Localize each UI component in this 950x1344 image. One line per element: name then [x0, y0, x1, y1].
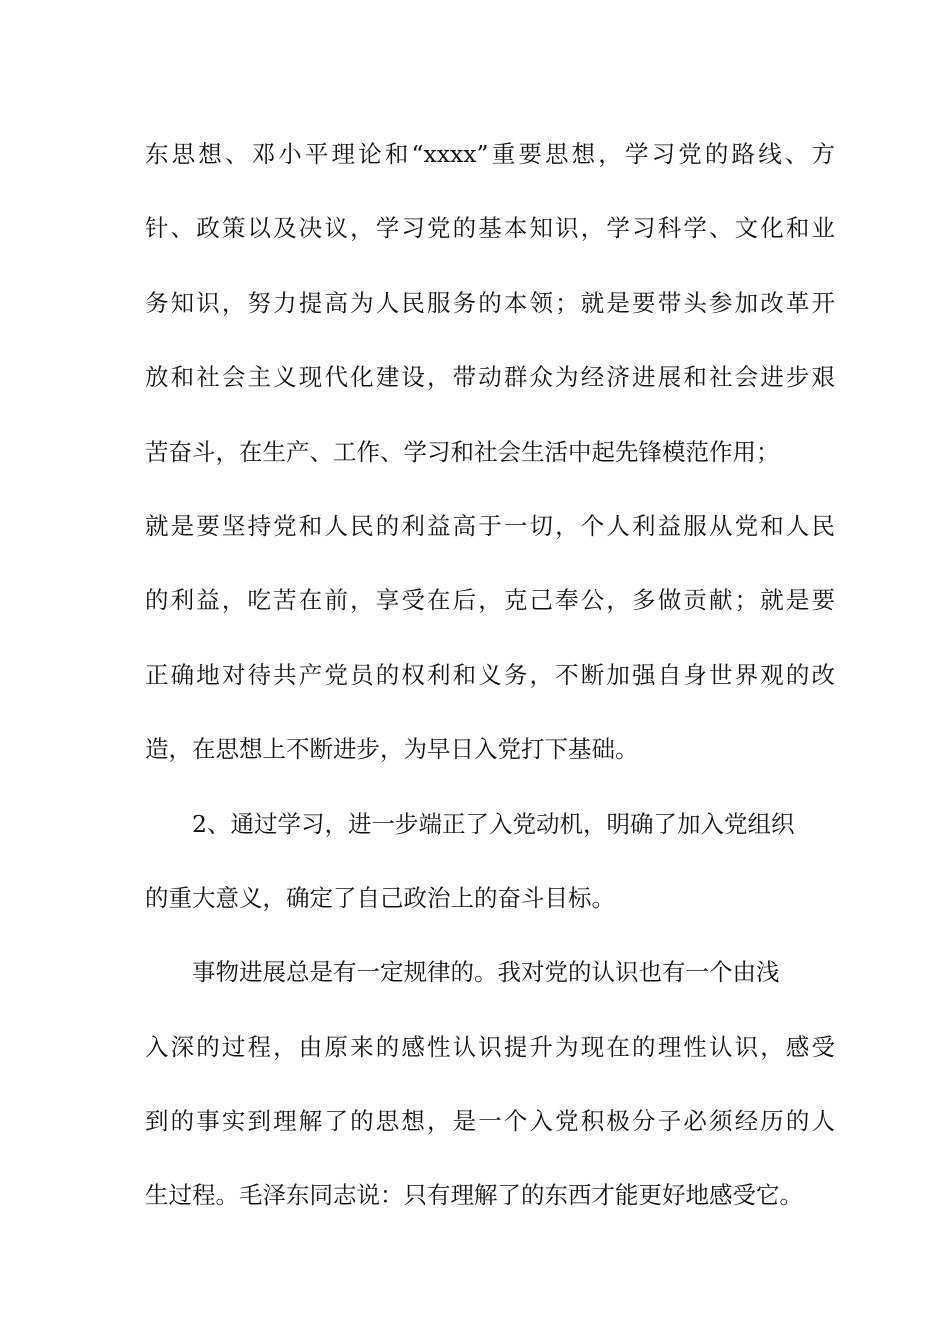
- paragraph-line: 的重大意义，确定了自己政治上的奋斗目标。: [145, 883, 615, 912]
- paragraph-line: 入深的过程，由原来的感性认识提升为现在的理性认识，感受: [145, 1032, 835, 1061]
- paragraph-line-first: 2、通过学习，进一步端正了入党动机，明确了加入党组织: [192, 809, 795, 838]
- paragraph-line: 的利益，吃苦在前，享受在后，克己奉公，多做贡献；就是要: [145, 586, 835, 615]
- paragraph-line: 务知识，努力提高为人民服务的本领；就是要带头参加改革开: [145, 288, 835, 317]
- paragraph-line: 东思想、邓小平理论和“xxxx”重要思想，学习党的路线、方: [145, 140, 835, 168]
- paragraph-line: 就是要坚持党和人民的利益高于一切，个人利益服从党和人民: [145, 511, 835, 540]
- paragraph-line: 针、政策以及决议，学习党的基本知识，学习科学、文化和业: [145, 214, 835, 243]
- paragraph-line-first: 事物进展总是有一定规律的。我对党的认识也有一个由浅: [192, 958, 780, 987]
- paragraph-line: 造，在思想上不断进步，为早日入党打下基础。: [145, 735, 639, 764]
- paragraph-line: 正确地对待共产党员的权利和义务，不断加强自身世界观的改: [145, 660, 835, 689]
- paragraph-line: 生过程。毛泽东同志说：只有理解了的东西才能更好地感受它。: [145, 1181, 803, 1210]
- document-body: [145, 128, 835, 1244]
- paragraph-line: 到的事实到理解了的思想，是一个入党积极分子必须经历的人: [145, 1107, 835, 1136]
- paragraph-line: 苦奋斗，在生产、工作、学习和社会生活中起先锋模范作用；: [145, 437, 780, 466]
- paragraph-line: 放和社会主义现代化建设，带动群众为经济进展和社会进步艰: [145, 363, 835, 392]
